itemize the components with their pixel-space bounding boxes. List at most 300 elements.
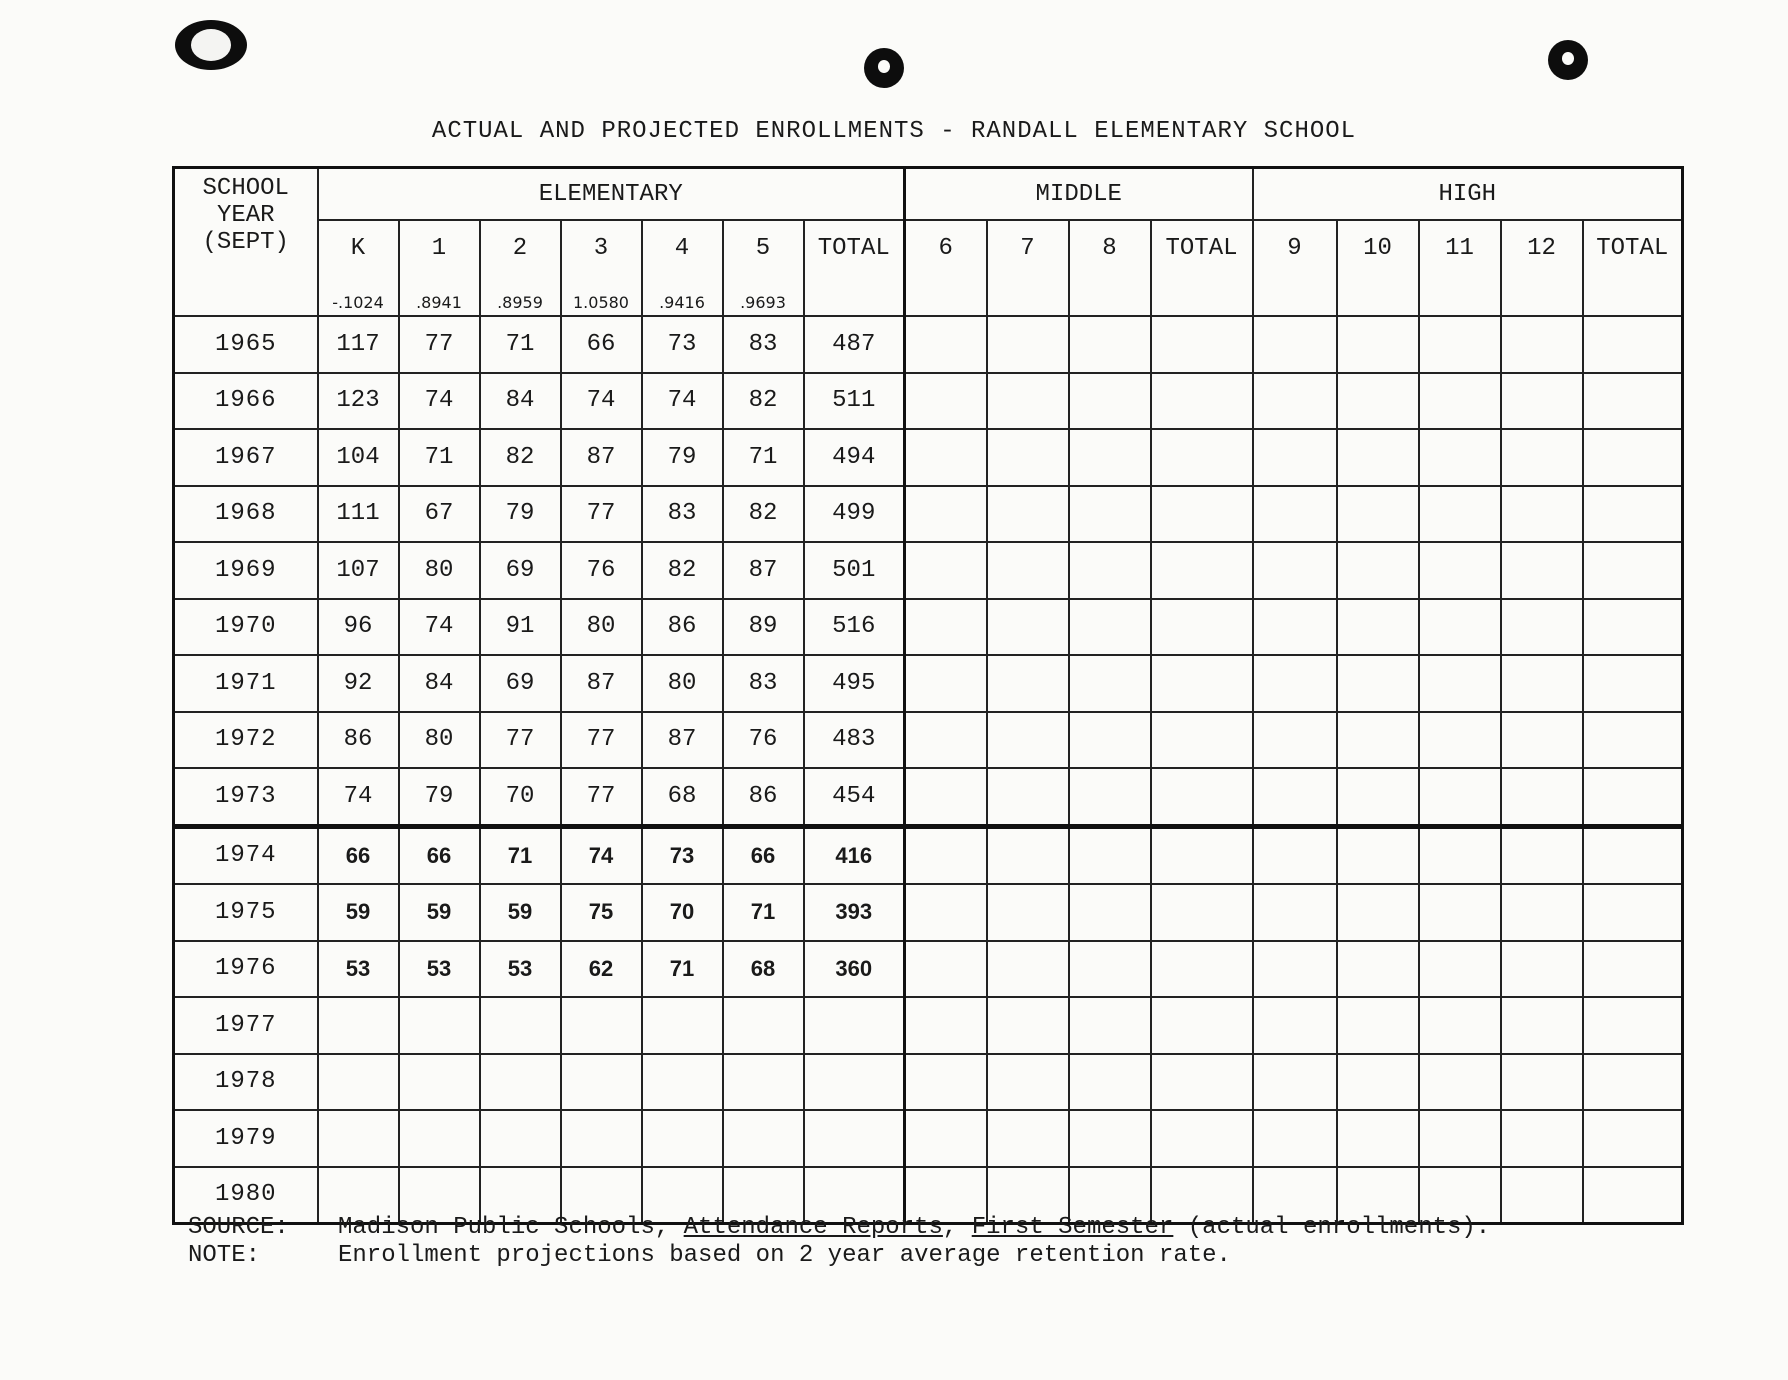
middle-empty-cell xyxy=(905,826,987,884)
middle-empty-cell xyxy=(1069,429,1151,486)
middle-empty-cell xyxy=(905,429,987,486)
enrollment-cell: 87 xyxy=(723,542,804,599)
middle-empty-cell xyxy=(1151,429,1253,486)
high-grade-header-12: 12 xyxy=(1501,220,1583,316)
grade-header-5: 5 xyxy=(723,220,804,289)
enrollment-cell: 71 xyxy=(642,941,723,998)
elementary-total-cell: 494 xyxy=(804,429,905,486)
punch-hole-left xyxy=(175,20,247,70)
enrollment-cell: 69 xyxy=(480,655,561,712)
retention-rate: .9416 xyxy=(642,289,723,316)
high-empty-cell xyxy=(1337,655,1419,712)
enrollment-cell xyxy=(318,1054,399,1111)
middle-empty-cell xyxy=(987,486,1069,543)
source-note: SOURCE: Madison Public Schools, Attendance Reports, First Semester (actual enrollments). xyxy=(188,1214,1491,1241)
high-empty-cell xyxy=(1419,997,1501,1054)
grade-header-k: K xyxy=(318,220,399,289)
high-empty-cell xyxy=(1501,373,1583,430)
enrollment-cell: 66 xyxy=(318,826,399,884)
high-empty-cell xyxy=(1253,826,1337,884)
middle-empty-cell xyxy=(1069,768,1151,826)
middle-empty-cell xyxy=(987,316,1069,373)
middle-empty-cell xyxy=(987,373,1069,430)
source-text: Madison Public Schools, Attendance Reports, First Semester (actual enrollments). xyxy=(338,1214,1491,1241)
high-empty-cell xyxy=(1583,655,1683,712)
high-empty-cell xyxy=(1337,712,1419,769)
middle-empty-cell xyxy=(1151,768,1253,826)
enrollment-cell: 80 xyxy=(561,599,642,656)
middle-empty-cell xyxy=(987,941,1069,998)
high-empty-cell xyxy=(1583,884,1683,941)
high-empty-cell xyxy=(1337,826,1419,884)
high-empty-cell xyxy=(1583,712,1683,769)
enrollment-cell xyxy=(480,997,561,1054)
high-empty-cell xyxy=(1501,1110,1583,1167)
middle-empty-cell xyxy=(1151,373,1253,430)
middle-empty-cell xyxy=(905,884,987,941)
enrollment-cell: 74 xyxy=(399,599,480,656)
table-row xyxy=(174,1054,1683,1111)
high-empty-cell xyxy=(1583,1167,1683,1224)
grade-header-2: 2 xyxy=(480,220,561,289)
enrollment-cell: 59 xyxy=(480,884,561,941)
school-year-cell: 1965 xyxy=(174,316,318,373)
enrollment-cell: 66 xyxy=(399,826,480,884)
retention-rate: 1.0580 xyxy=(561,289,642,316)
enrollment-cell xyxy=(642,1054,723,1111)
high-empty-cell xyxy=(1337,599,1419,656)
enrollment-cell: 69 xyxy=(480,542,561,599)
middle-empty-cell xyxy=(1151,599,1253,656)
grade-header-1: 1 xyxy=(399,220,480,289)
elementary-total-cell: 501 xyxy=(804,542,905,599)
projection-note-text: Enrollment projections based on 2 year average retention rate. xyxy=(338,1242,1231,1269)
middle-empty-cell xyxy=(1069,941,1151,998)
enrollment-cell: 87 xyxy=(642,712,723,769)
grade-header-4: 4 xyxy=(642,220,723,289)
high-empty-cell xyxy=(1501,826,1583,884)
enrollment-cell: 84 xyxy=(399,655,480,712)
enrollment-cell: 74 xyxy=(399,373,480,430)
enrollment-cell xyxy=(480,1110,561,1167)
enrollment-cell: 104 xyxy=(318,429,399,486)
elementary-total-cell: 499 xyxy=(804,486,905,543)
high-empty-cell xyxy=(1501,1167,1583,1224)
elementary-total-header: TOTAL xyxy=(804,220,905,316)
elementary-total-cell: 416 xyxy=(804,826,905,884)
enrollment-cell xyxy=(723,1110,804,1167)
table-row xyxy=(174,655,1683,712)
high-empty-cell xyxy=(1419,1054,1501,1111)
middle-empty-cell xyxy=(905,599,987,656)
enrollment-cell xyxy=(561,997,642,1054)
enrollment-cell: 76 xyxy=(561,542,642,599)
table-row xyxy=(174,599,1683,656)
middle-empty-cell xyxy=(1151,655,1253,712)
high-empty-cell xyxy=(1419,884,1501,941)
middle-empty-cell xyxy=(987,768,1069,826)
enrollment-cell: 123 xyxy=(318,373,399,430)
table-row xyxy=(174,486,1683,543)
enrollment-cell: 107 xyxy=(318,542,399,599)
middle-grade-header-8: 8 xyxy=(1069,220,1151,316)
middle-empty-cell xyxy=(1069,1110,1151,1167)
enrollment-cell: 79 xyxy=(480,486,561,543)
enrollment-cell: 87 xyxy=(561,429,642,486)
enrollment-cell: 70 xyxy=(480,768,561,826)
high-empty-cell xyxy=(1583,599,1683,656)
middle-empty-cell xyxy=(905,941,987,998)
enrollment-cell xyxy=(561,1110,642,1167)
high-empty-cell xyxy=(1501,655,1583,712)
table-row xyxy=(174,768,1683,826)
middle-empty-cell xyxy=(1069,997,1151,1054)
middle-empty-cell xyxy=(905,486,987,543)
enrollment-cell: 59 xyxy=(318,884,399,941)
enrollment-cell: 70 xyxy=(642,884,723,941)
elementary-total-cell xyxy=(804,997,905,1054)
enrollment-cell: 82 xyxy=(723,486,804,543)
high-empty-cell xyxy=(1583,373,1683,430)
high-empty-cell xyxy=(1419,941,1501,998)
table-notes xyxy=(188,1214,1490,1270)
high-empty-cell xyxy=(1419,429,1501,486)
school-year-cell: 1970 xyxy=(174,599,318,656)
enrollment-cell: 82 xyxy=(480,429,561,486)
enrollment-cell: 74 xyxy=(561,373,642,430)
middle-empty-cell xyxy=(1069,712,1151,769)
school-year-cell: 1975 xyxy=(174,884,318,941)
high-empty-cell xyxy=(1501,884,1583,941)
middle-empty-cell xyxy=(1151,316,1253,373)
retention-rate: .8941 xyxy=(399,289,480,316)
table-row xyxy=(174,1110,1683,1167)
grade-header-row xyxy=(174,220,1683,289)
enrollment-cell: 83 xyxy=(642,486,723,543)
punch-hole-middle xyxy=(864,48,904,88)
table-row xyxy=(174,429,1683,486)
middle-empty-cell xyxy=(905,1110,987,1167)
enrollment-cell: 68 xyxy=(642,768,723,826)
high-empty-cell xyxy=(1253,373,1337,430)
high-group-header: HIGH xyxy=(1253,168,1683,221)
enrollment-cell xyxy=(642,997,723,1054)
high-empty-cell xyxy=(1337,542,1419,599)
middle-empty-cell xyxy=(905,373,987,430)
high-empty-cell xyxy=(1337,486,1419,543)
high-empty-cell xyxy=(1501,768,1583,826)
high-empty-cell xyxy=(1583,941,1683,998)
high-empty-cell xyxy=(1501,1054,1583,1111)
projection-note: NOTE: Enrollment projections based on 2 year average retention rate. xyxy=(188,1242,1231,1269)
elementary-total-cell: 511 xyxy=(804,373,905,430)
enrollment-cell: 76 xyxy=(723,712,804,769)
high-empty-cell xyxy=(1419,316,1501,373)
punch-hole-right xyxy=(1548,40,1588,80)
high-empty-cell xyxy=(1337,316,1419,373)
enrollment-cell xyxy=(723,997,804,1054)
grade-header-3: 3 xyxy=(561,220,642,289)
high-empty-cell xyxy=(1419,373,1501,430)
high-empty-cell xyxy=(1419,712,1501,769)
high-empty-cell xyxy=(1337,1110,1419,1167)
high-empty-cell xyxy=(1583,316,1683,373)
high-grade-header-total: TOTAL xyxy=(1583,220,1683,316)
enrollment-cell: 74 xyxy=(642,373,723,430)
high-empty-cell xyxy=(1253,1110,1337,1167)
enrollment-table-body xyxy=(174,316,1683,1224)
high-empty-cell xyxy=(1337,768,1419,826)
school-year-cell: 1968 xyxy=(174,486,318,543)
enrollment-cell: 77 xyxy=(561,712,642,769)
enrollment-cell: 62 xyxy=(561,941,642,998)
enrollment-cell xyxy=(723,1054,804,1111)
enrollment-cell: 82 xyxy=(723,373,804,430)
enrollment-cell: 71 xyxy=(399,429,480,486)
middle-empty-cell xyxy=(987,429,1069,486)
middle-empty-cell xyxy=(905,712,987,769)
enrollment-cell: 80 xyxy=(399,542,480,599)
enrollment-cell: 96 xyxy=(318,599,399,656)
enrollment-table xyxy=(172,166,1684,1225)
enrollment-cell: 71 xyxy=(480,316,561,373)
middle-empty-cell xyxy=(987,826,1069,884)
enrollment-cell: 117 xyxy=(318,316,399,373)
high-empty-cell xyxy=(1337,429,1419,486)
high-empty-cell xyxy=(1253,941,1337,998)
enrollment-cell: 86 xyxy=(642,599,723,656)
enrollment-cell: 75 xyxy=(561,884,642,941)
enrollment-cell xyxy=(561,1054,642,1111)
enrollment-cell: 92 xyxy=(318,655,399,712)
enrollment-cell xyxy=(642,1110,723,1167)
high-empty-cell xyxy=(1501,712,1583,769)
school-year-cell: 1977 xyxy=(174,997,318,1054)
school-year-cell: 1976 xyxy=(174,941,318,998)
high-empty-cell xyxy=(1337,884,1419,941)
enrollment-cell: 80 xyxy=(642,655,723,712)
elementary-group-header: ELEMENTARY xyxy=(318,168,905,221)
high-empty-cell xyxy=(1253,486,1337,543)
high-empty-cell xyxy=(1253,712,1337,769)
high-empty-cell xyxy=(1419,542,1501,599)
middle-empty-cell xyxy=(1151,941,1253,998)
enrollment-table-container xyxy=(172,166,1684,1225)
high-empty-cell xyxy=(1419,486,1501,543)
school-year-cell: 1966 xyxy=(174,373,318,430)
high-empty-cell xyxy=(1583,542,1683,599)
high-empty-cell xyxy=(1583,486,1683,543)
middle-empty-cell xyxy=(1151,542,1253,599)
school-year-cell: 1969 xyxy=(174,542,318,599)
high-empty-cell xyxy=(1253,768,1337,826)
school-year-cell: 1973 xyxy=(174,768,318,826)
enrollment-cell: 86 xyxy=(723,768,804,826)
elementary-total-cell xyxy=(804,1110,905,1167)
high-empty-cell xyxy=(1337,997,1419,1054)
high-empty-cell xyxy=(1501,429,1583,486)
middle-empty-cell xyxy=(905,542,987,599)
middle-empty-cell xyxy=(1151,1054,1253,1111)
high-empty-cell xyxy=(1583,826,1683,884)
middle-empty-cell xyxy=(1069,884,1151,941)
elementary-total-cell: 393 xyxy=(804,884,905,941)
school-year-cell: 1967 xyxy=(174,429,318,486)
high-grade-header-9: 9 xyxy=(1253,220,1337,316)
table-row xyxy=(174,884,1683,941)
enrollment-cell: 83 xyxy=(723,655,804,712)
table-row xyxy=(174,826,1683,884)
elementary-total-cell: 487 xyxy=(804,316,905,373)
high-empty-cell xyxy=(1253,997,1337,1054)
retention-rate: .9693 xyxy=(723,289,804,316)
high-empty-cell xyxy=(1583,1110,1683,1167)
middle-empty-cell xyxy=(1069,599,1151,656)
enrollment-cell: 68 xyxy=(723,941,804,998)
retention-rate: .8959 xyxy=(480,289,561,316)
high-empty-cell xyxy=(1253,599,1337,656)
enrollment-cell: 66 xyxy=(723,826,804,884)
middle-group-header: MIDDLE xyxy=(905,168,1253,221)
enrollment-cell: 83 xyxy=(723,316,804,373)
table-row xyxy=(174,542,1683,599)
school-year-cell: 1979 xyxy=(174,1110,318,1167)
middle-empty-cell xyxy=(987,1054,1069,1111)
enrollment-cell: 77 xyxy=(480,712,561,769)
high-empty-cell xyxy=(1419,1110,1501,1167)
elementary-total-cell: 454 xyxy=(804,768,905,826)
high-empty-cell xyxy=(1583,429,1683,486)
enrollment-cell: 71 xyxy=(723,884,804,941)
high-empty-cell xyxy=(1337,941,1419,998)
high-empty-cell xyxy=(1419,599,1501,656)
middle-empty-cell xyxy=(1151,997,1253,1054)
school-year-cell: 1974 xyxy=(174,826,318,884)
enrollment-cell xyxy=(318,1110,399,1167)
middle-empty-cell xyxy=(905,1054,987,1111)
high-grade-header-11: 11 xyxy=(1419,220,1501,316)
high-empty-cell xyxy=(1501,542,1583,599)
table-row xyxy=(174,373,1683,430)
elementary-total-cell: 483 xyxy=(804,712,905,769)
enrollment-cell: 84 xyxy=(480,373,561,430)
middle-empty-cell xyxy=(987,712,1069,769)
middle-empty-cell xyxy=(987,655,1069,712)
elementary-total-cell xyxy=(804,1054,905,1111)
high-empty-cell xyxy=(1253,655,1337,712)
enrollment-cell: 86 xyxy=(318,712,399,769)
middle-empty-cell xyxy=(905,997,987,1054)
school-year-cell: 1972 xyxy=(174,712,318,769)
middle-empty-cell xyxy=(1069,316,1151,373)
middle-grade-header-total: TOTAL xyxy=(1151,220,1253,316)
middle-empty-cell xyxy=(1069,542,1151,599)
enrollment-cell: 71 xyxy=(480,826,561,884)
enrollment-cell: 91 xyxy=(480,599,561,656)
middle-empty-cell xyxy=(905,316,987,373)
middle-grade-header-6: 6 xyxy=(905,220,987,316)
middle-empty-cell xyxy=(1151,712,1253,769)
middle-empty-cell xyxy=(1069,373,1151,430)
middle-empty-cell xyxy=(1069,655,1151,712)
middle-empty-cell xyxy=(987,997,1069,1054)
high-empty-cell xyxy=(1419,655,1501,712)
high-empty-cell xyxy=(1501,997,1583,1054)
enrollment-cell: 71 xyxy=(723,429,804,486)
school-year-header: SCHOOL YEAR (SEPT) xyxy=(174,168,318,317)
enrollment-cell: 74 xyxy=(318,768,399,826)
high-empty-cell xyxy=(1419,826,1501,884)
middle-empty-cell xyxy=(1151,486,1253,543)
enrollment-cell: 59 xyxy=(399,884,480,941)
enrollment-cell: 80 xyxy=(399,712,480,769)
enrollment-cell: 77 xyxy=(561,486,642,543)
enrollment-cell: 73 xyxy=(642,826,723,884)
enrollment-cell: 77 xyxy=(561,768,642,826)
enrollment-cell xyxy=(318,997,399,1054)
elementary-total-cell: 516 xyxy=(804,599,905,656)
high-grade-header-10: 10 xyxy=(1337,220,1419,316)
document-title: ACTUAL AND PROJECTED ENROLLMENTS - RANDALL ELEMENTARY SCHOOL xyxy=(431,118,1357,145)
enrollment-cell: 79 xyxy=(642,429,723,486)
enrollment-cell: 82 xyxy=(642,542,723,599)
school-year-cell: 1978 xyxy=(174,1054,318,1111)
enrollment-cell: 111 xyxy=(318,486,399,543)
school-year-cell: 1980 xyxy=(174,1167,318,1224)
enrollment-cell: 53 xyxy=(480,941,561,998)
high-empty-cell xyxy=(1501,599,1583,656)
enrollment-cell xyxy=(399,1054,480,1111)
table-row xyxy=(174,997,1683,1054)
elementary-total-cell: 495 xyxy=(804,655,905,712)
high-empty-cell xyxy=(1337,373,1419,430)
high-empty-cell xyxy=(1253,884,1337,941)
high-empty-cell xyxy=(1501,941,1583,998)
enrollment-cell xyxy=(399,1110,480,1167)
retention-rate: -.1024 xyxy=(318,289,399,316)
high-empty-cell xyxy=(1501,316,1583,373)
high-empty-cell xyxy=(1253,542,1337,599)
enrollment-cell: 77 xyxy=(399,316,480,373)
high-empty-cell xyxy=(1253,1054,1337,1111)
table-row xyxy=(174,941,1683,998)
enrollment-cell: 53 xyxy=(399,941,480,998)
middle-empty-cell xyxy=(905,655,987,712)
high-empty-cell xyxy=(1583,768,1683,826)
high-empty-cell xyxy=(1253,316,1337,373)
middle-empty-cell xyxy=(987,542,1069,599)
table-row xyxy=(174,316,1683,373)
high-empty-cell xyxy=(1501,486,1583,543)
enrollment-cell xyxy=(399,997,480,1054)
elementary-total-cell: 360 xyxy=(804,941,905,998)
enrollment-cell: 53 xyxy=(318,941,399,998)
enrollment-cell: 89 xyxy=(723,599,804,656)
enrollment-cell: 66 xyxy=(561,316,642,373)
middle-empty-cell xyxy=(1151,884,1253,941)
enrollment-cell xyxy=(480,1054,561,1111)
school-year-cell: 1971 xyxy=(174,655,318,712)
middle-empty-cell xyxy=(1069,1054,1151,1111)
enrollment-cell: 79 xyxy=(399,768,480,826)
high-empty-cell xyxy=(1583,1054,1683,1111)
high-empty-cell xyxy=(1253,429,1337,486)
middle-empty-cell xyxy=(905,768,987,826)
enrollment-cell: 87 xyxy=(561,655,642,712)
middle-empty-cell xyxy=(987,884,1069,941)
enrollment-cell: 73 xyxy=(642,316,723,373)
middle-empty-cell xyxy=(1069,826,1151,884)
